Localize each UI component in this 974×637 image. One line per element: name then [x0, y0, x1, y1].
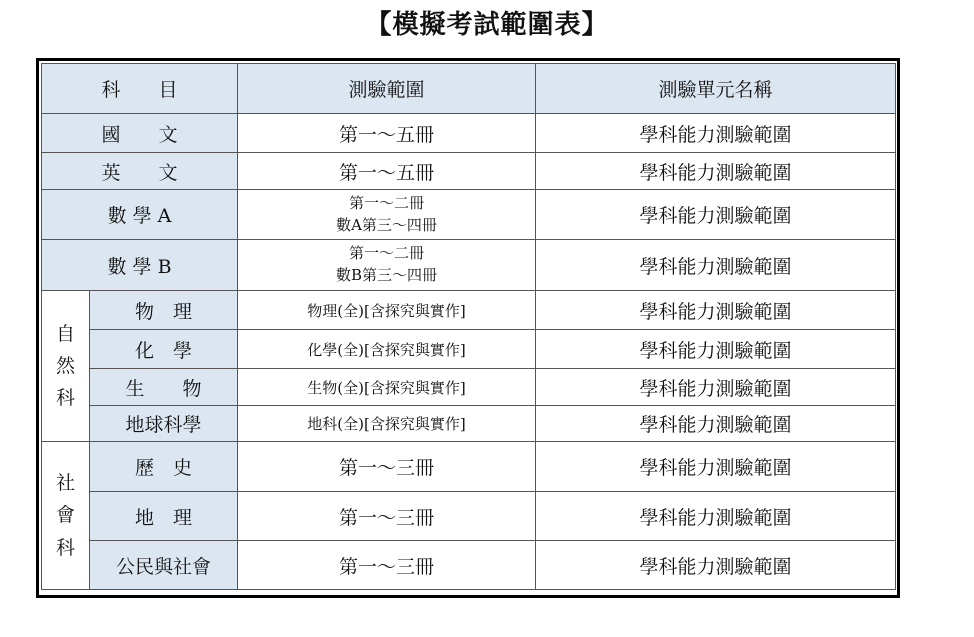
unit-cell: 學科能力測驗範圍: [536, 541, 896, 590]
header-subject: 科 目: [42, 64, 238, 114]
subject-cell: 物 理: [90, 291, 238, 330]
unit-cell: 學科能力測驗範圍: [536, 492, 896, 541]
unit-cell: 學科能力測驗範圍: [536, 240, 896, 291]
subject-cell: 地球科學: [90, 406, 238, 442]
subject-cell: 地 理: [90, 492, 238, 541]
scope-line: 第一～二冊: [349, 244, 425, 263]
scope-cell: 地科(全)[含探究與實作]: [238, 406, 536, 442]
subject-cell: 數 學 B: [42, 240, 238, 291]
subject-cell: 數 學 A: [42, 190, 238, 240]
subject-cell: 歷 史: [90, 442, 238, 492]
unit-cell: 學科能力測驗範圍: [536, 114, 896, 153]
scope-cell: 第一～五冊: [238, 114, 536, 153]
subject-cell: 國 文: [42, 114, 238, 153]
unit-cell: 學科能力測驗範圍: [536, 190, 896, 240]
subject-cell: 英 文: [42, 153, 238, 190]
scope-cell: [238, 190, 536, 240]
unit-cell: 學科能力測驗範圍: [536, 442, 896, 492]
table-row: [42, 114, 896, 153]
subject-cell: 化 學: [90, 330, 238, 369]
page-title: 【模擬考試範圍表】: [365, 10, 609, 40]
group-label-social: 社 會 科: [42, 442, 90, 590]
scope-line: 數A第三～四冊: [336, 215, 437, 234]
scope-cell: 第一～三冊: [238, 541, 536, 590]
scope-cell: 第一～三冊: [238, 442, 536, 492]
unit-cell: 學科能力測驗範圍: [536, 369, 896, 406]
table-row: [42, 240, 896, 291]
scope-cell: 生物(全)[含探究與實作]: [238, 369, 536, 406]
exam-scope-table: [41, 63, 896, 590]
subject-cell: 生 物: [90, 369, 238, 406]
table-row: [42, 190, 896, 240]
unit-cell: 學科能力測驗範圍: [536, 291, 896, 330]
unit-cell: 學科能力測驗範圍: [536, 153, 896, 190]
scope-cell: 物理(全)[含探究與實作]: [238, 291, 536, 330]
group-label-science: 自 然 科: [42, 291, 90, 442]
scope-cell: 第一～五冊: [238, 153, 536, 190]
unit-cell: 學科能力測驗範圍: [536, 406, 896, 442]
header-scope: 測驗範圍: [238, 64, 536, 114]
table-row: [42, 330, 896, 369]
subject-cell: 公民與社會: [90, 541, 238, 590]
scope-cell: 化學(全)[含探究與實作]: [238, 330, 536, 369]
table-row: [42, 492, 896, 541]
table-row: [42, 369, 896, 406]
scope-line: 第一～二冊: [349, 193, 425, 212]
table-row: [42, 406, 896, 442]
header-unit: 測驗單元名稱: [536, 64, 896, 114]
scope-cell: [238, 240, 536, 291]
scope-line: 數B第三～四冊: [336, 266, 438, 284]
table-row: [42, 291, 896, 330]
table-row: [42, 541, 896, 590]
table-row: [42, 153, 896, 190]
scope-cell: 第一～三冊: [238, 492, 536, 541]
header-row: [42, 64, 896, 114]
table-row: [42, 442, 896, 492]
unit-cell: 學科能力測驗範圍: [536, 330, 896, 369]
